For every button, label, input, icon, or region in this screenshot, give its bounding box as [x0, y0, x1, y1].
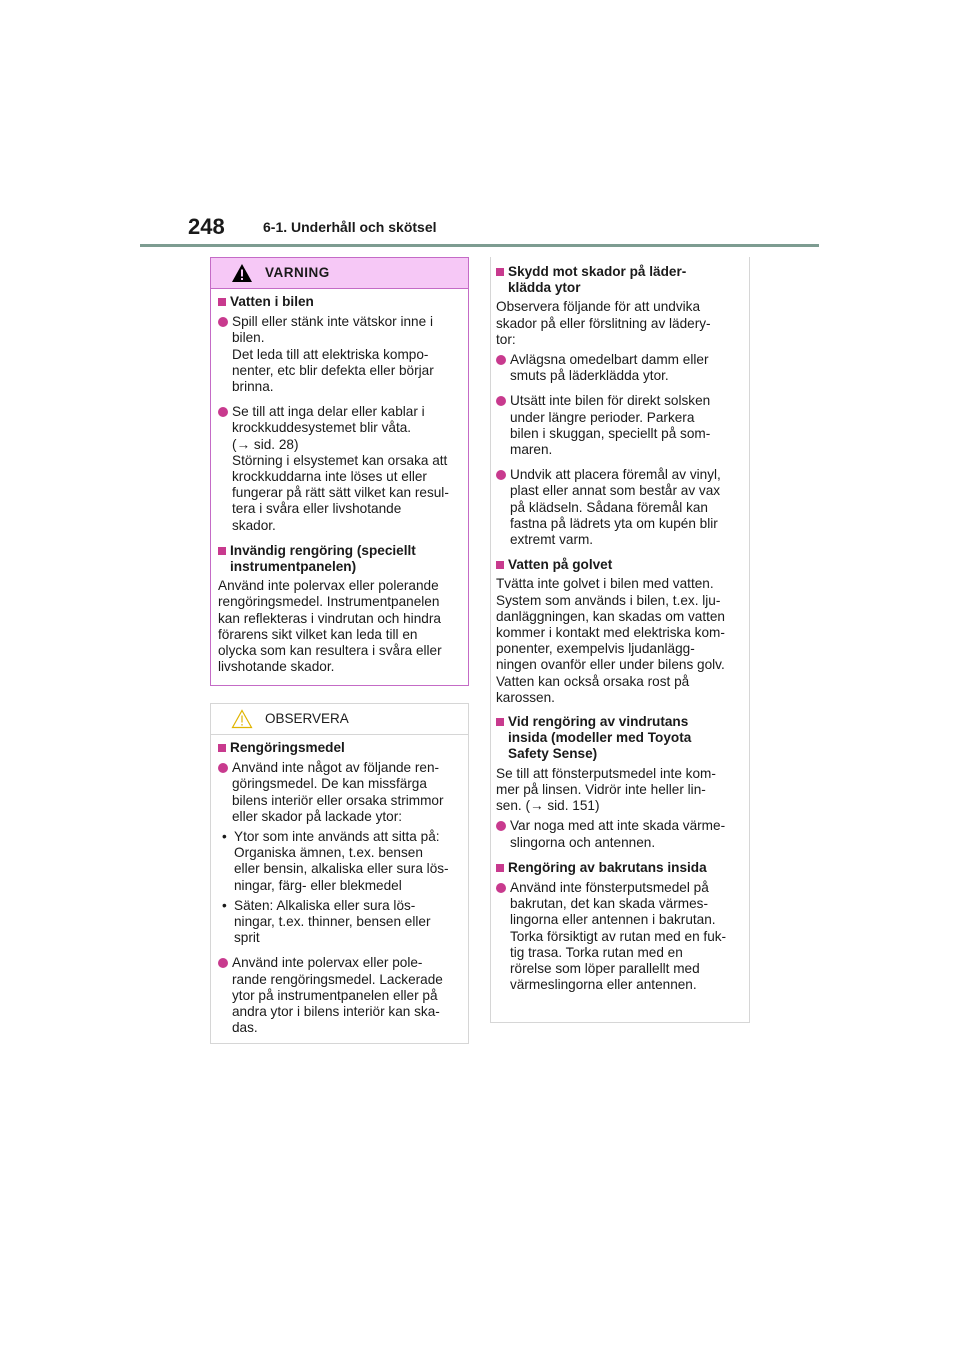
heading-rear-window-cleaning: Rengöring av bakrutans insida — [496, 860, 740, 876]
list-item: Var noga med att inte skada värme- slingorna och antennen. — [496, 818, 740, 850]
bullet-dot-icon — [496, 470, 506, 480]
warning-box — [210, 257, 469, 686]
paragraph: Använd inte polervax eller polerande rengöringsmedel. Instrumentpanelen kan reflekteras i vindrutan och hindra förarens sikt vilket kan leda till en olycka som kan resultera i svåra eller livshotande skador. — [218, 578, 442, 675]
list-item: Undvik att placera föremål av vinyl, plast eller annat som består av vax på klädseln. Sådana föremål kan fastna på lädrets yta om kupén blir extremt varm. — [496, 467, 740, 548]
square-bullet-icon — [496, 864, 504, 872]
bullet-dot-icon — [496, 355, 506, 365]
sub-list-item: • Säten: Alkaliska eller sura lös- ningar, t.ex. thinner, bensen eller sprit — [222, 897, 431, 946]
warning-title: VARNING — [265, 265, 330, 280]
list-item: Se till att inga delar eller kablar i krockkuddesystemet blir våta. (→ sid. 28) Störning i elsystemet kan orsaka att krockkuddarna inte löses ut eller fungerar på rätt sätt vilket kan resul- tera i svåra eller livshotande skador. — [218, 404, 460, 534]
warning-content — [211, 289, 468, 685]
heading-leather-protection: Skydd mot skador på läder- klädda ytor — [496, 264, 740, 296]
paragraph: Tvätta inte golvet i bilen med vatten. System som används i bilen, t.ex. lju- danläggningen, kan skadas om vatten kommer i kontakt med elektriska kom- ponenter, exempelvis ljudanlägg- ningen ovanför eller under bilens golv. Vatten kan också orsaka rost på karossen. — [496, 576, 725, 705]
bullet-dot-icon — [218, 317, 228, 327]
heading-windshield-cleaning: Vid rengöring av vindrutans insida (modeller med Toyota Safety Sense) — [496, 714, 740, 763]
square-bullet-icon — [496, 718, 504, 726]
page-header — [140, 212, 820, 246]
bullet-dot-icon — [496, 821, 506, 831]
notice-title: OBSERVERA — [265, 711, 349, 726]
heading-water-in-car: Vatten i bilen — [218, 294, 460, 310]
section-title: 6-1. Underhåll och skötsel — [263, 219, 437, 235]
header-rule — [140, 244, 819, 247]
notice-content — [211, 735, 468, 1051]
list-item: Avlägsna omedelbart damm eller smuts på läderklädda ytor. — [496, 352, 740, 384]
notice-box — [210, 703, 469, 1044]
square-bullet-icon — [496, 561, 504, 569]
bullet-dot-icon — [218, 958, 228, 968]
notice-header — [211, 704, 468, 735]
square-bullet-icon — [218, 744, 226, 752]
list-item: Använd inte polervax eller pole- rande rengöringsmedel. Lackerade ytor på instrumentpanelen eller på andra ytor i bilens interiör kan ska- das. — [218, 955, 460, 1036]
bullet-dot-icon — [496, 883, 506, 893]
bullet-dot-icon — [218, 763, 228, 773]
bullet-dot-icon — [496, 396, 506, 406]
square-bullet-icon — [496, 268, 504, 276]
list-item: Använd inte fönsterputsmedel på bakrutan, det kan skada värmes- lingorna eller antennen i bakrutan. Torka försiktigt av rutan med en fuk- tig trasa. Torka rutan med en rörelse som löper parallellt med värmeslingorna eller antennen. — [496, 880, 740, 993]
heading-water-on-floor: Vatten på golvet — [496, 557, 740, 573]
sub-list-item: • Ytor som inte används att sitta på: Organiska ämnen, t.ex. bensen eller bensin, alkaliska eller sura lös- ningar, färg- eller blekmedel — [222, 829, 449, 893]
heading-cleaning-agents: Rengöringsmedel — [218, 740, 460, 756]
warning-triangle-icon — [231, 263, 253, 283]
heading-interior-cleaning: Invändig rengöring (speciellt instrumentpanelen) — [218, 543, 460, 575]
list-item: Spill eller stänk inte vätskor inne i bilen. Det leda till att elektriska kompo- nenter, etc blir defekta eller börjar brinna. — [218, 314, 460, 395]
square-bullet-icon — [218, 547, 226, 555]
square-bullet-icon — [218, 298, 226, 306]
bullet-dot-icon — [218, 407, 228, 417]
right-column — [496, 264, 740, 1002]
paragraph: Observera följande för att undvika skador på eller förslitning av lädery- tor: — [496, 299, 711, 347]
warning-header — [211, 258, 468, 289]
list-item: Utsätt inte bilen för direkt solsken under längre perioder. Parkera bilen i skuggan, speciellt på som- maren. — [496, 393, 740, 458]
page-number: 248 — [188, 214, 225, 239]
caution-triangle-icon — [231, 709, 253, 729]
paragraph: Se till att fönsterputsmedel inte kom- mer på linsen. Vidrör inte heller lin- sen. (→ sid. 151) — [496, 765, 716, 814]
list-item: Använd inte något av följande ren- göringsmedel. De kan missfärga bilens interiör eller orsaka strimmor eller skador på lackade ytor: — [218, 760, 460, 825]
